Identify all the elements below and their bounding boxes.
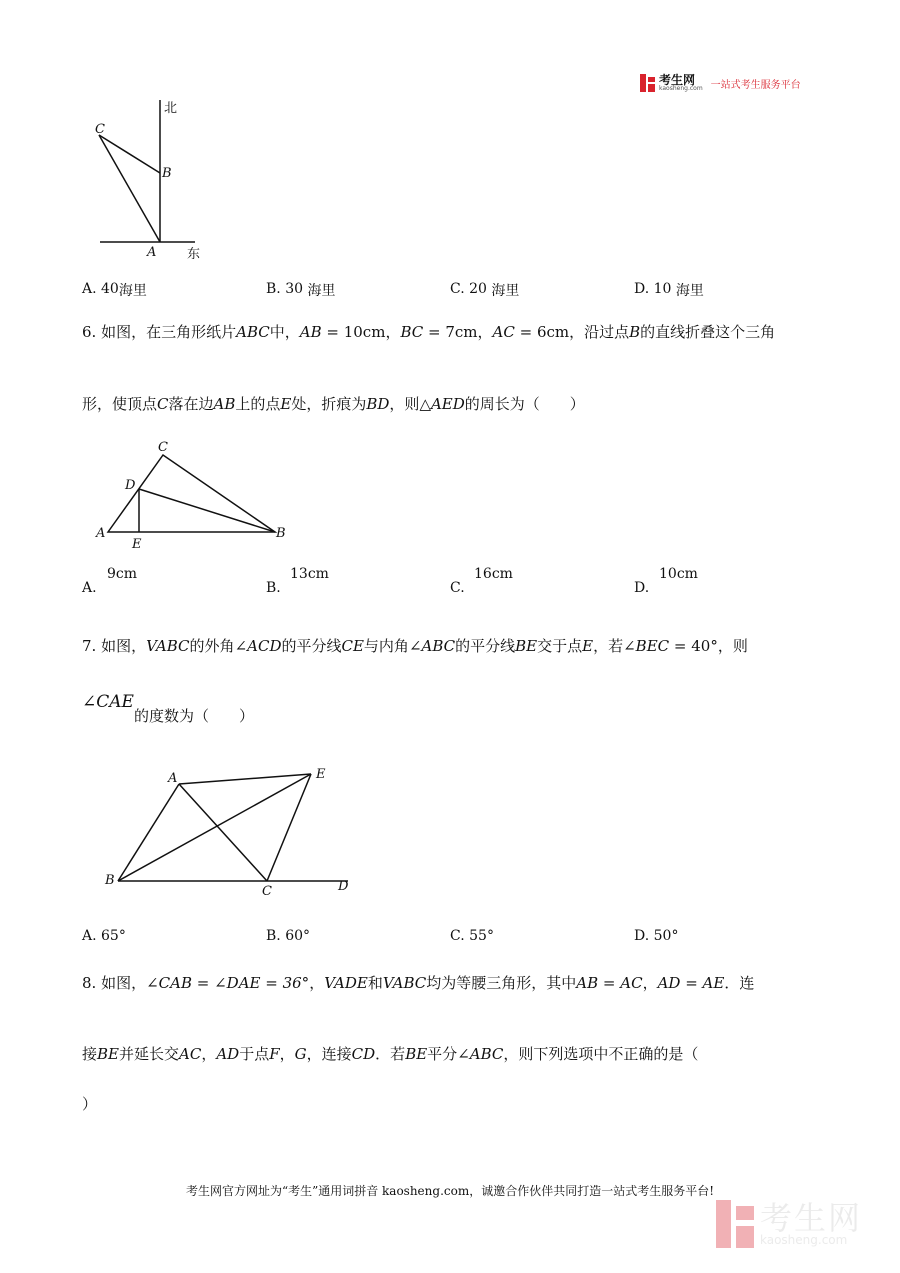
segment-ac	[179, 784, 267, 881]
question-8-line-2: 接BE并延长交AC，AD于点F，G，连接CD．若BE平分∠ABC，则下列选项中不正确的是（	[82, 1045, 699, 1063]
header-logo	[640, 74, 801, 92]
question-8-line-1: 8. 如图，∠CAB = ∠DAE = 36°，VADE和VABC均为等腰三角形，其中AB = AC，AD = AE．连	[82, 974, 755, 992]
q6-option-a-letter[interactable]: A.	[82, 580, 97, 596]
kaosheng-logo-icon	[640, 74, 655, 92]
point-c-label: C	[262, 884, 272, 897]
segment-be	[118, 774, 311, 881]
logo-name: 考生网	[659, 73, 696, 87]
watermark-name: 考生网	[760, 1199, 863, 1237]
logo-domain: kaosheng.com	[659, 85, 703, 92]
point-c-label: C	[158, 440, 168, 455]
triangle-abc	[108, 455, 275, 532]
point-a-label: A	[96, 526, 106, 541]
segment-ae	[179, 774, 311, 784]
figure-q6-triangle	[92, 436, 297, 554]
segment-ca	[99, 135, 160, 242]
watermark	[716, 1200, 862, 1248]
figure-q5-compass	[95, 95, 215, 265]
q5-option-a[interactable]: A. 40海里	[82, 281, 147, 299]
segment-cb	[99, 135, 160, 173]
q5-option-d[interactable]: D. 10 海里	[634, 281, 704, 299]
label-north: 北	[164, 101, 178, 116]
watermark-logo-icon	[716, 1200, 754, 1248]
figure-q7-quadrilateral	[100, 762, 360, 897]
q7-option-d[interactable]: D. 50°	[634, 928, 679, 944]
q6-option-b-letter[interactable]: B.	[266, 580, 281, 596]
watermark-domain: kaosheng.com	[760, 1233, 848, 1247]
q6-option-a-value[interactable]: 9cm	[107, 566, 138, 582]
point-d-label: D	[125, 478, 136, 493]
question-6-line-2: 形，使顶点C落在边AB上的点E处，折痕为BD，则△AED的周长为（ ）	[82, 395, 585, 413]
label-east: 东	[187, 247, 201, 262]
segment-ce	[267, 774, 311, 881]
footer-text: 考生网官方网址为“考生”通用词拼音 kaosheng.com，诚邀合作伙伴共同打造一站式考生服务平台!	[185, 1184, 715, 1198]
point-a-label: A	[168, 771, 178, 786]
question-7-line-1: 7. 如图，VABC的外角∠ACD的平分线CE与内角∠ABC的平分线BE交于点E，若∠BEC = 40°，则	[82, 637, 748, 655]
q6-option-c-value[interactable]: 16cm	[474, 566, 513, 582]
point-b-label: B	[276, 526, 286, 541]
logo-slogan: 一站式考生服务平台	[710, 79, 801, 91]
point-e-label: E	[132, 537, 142, 552]
q6-option-d-value[interactable]: 10cm	[659, 566, 698, 582]
point-c-label: C	[95, 122, 105, 137]
question-7-line-2: ∠CAE的度数为（ ）	[82, 692, 254, 725]
segment-ba	[118, 784, 179, 881]
question-6-line-1: 6. 如图，在三角形纸片ABC中，AB = 10cm，BC = 7cm，AC = 6cm，沿过点B的直线折叠这个三角	[82, 323, 776, 341]
point-b-label: B	[162, 166, 172, 181]
q5-option-b[interactable]: B. 30 海里	[266, 281, 336, 299]
question-8-line-3: ）	[82, 1095, 98, 1113]
q7-option-c[interactable]: C. 55°	[450, 928, 494, 944]
q7-option-a[interactable]: A. 65°	[82, 928, 126, 944]
q6-option-b-value[interactable]: 13cm	[290, 566, 329, 582]
q6-option-d-letter[interactable]: D.	[634, 580, 650, 596]
q7-option-b[interactable]: B. 60°	[266, 928, 311, 944]
point-d-label: D	[338, 879, 349, 894]
q6-option-c-letter[interactable]: C.	[450, 580, 465, 596]
point-e-label: E	[316, 767, 326, 782]
point-b-label: B	[105, 873, 115, 888]
crease-bd	[139, 489, 275, 532]
point-a-label: A	[147, 245, 157, 260]
q5-option-c[interactable]: C. 20 海里	[450, 281, 520, 299]
